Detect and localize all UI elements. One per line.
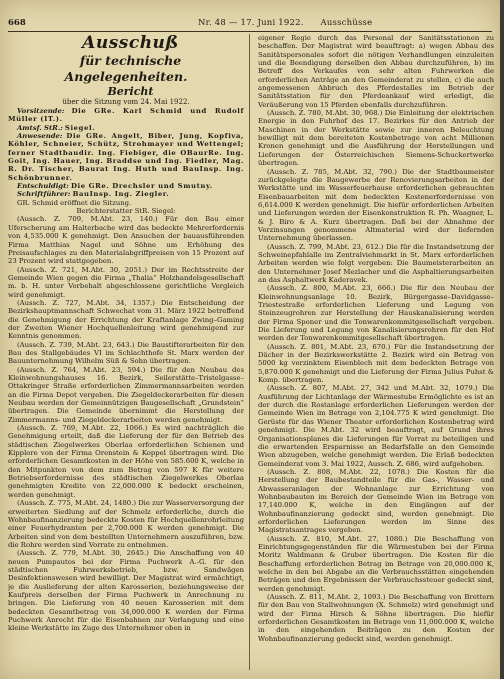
left-column [8, 34, 244, 670]
official-label: Amtsf. StR.: [17, 123, 63, 132]
secretary-entry [8, 190, 244, 198]
official-text: Siegel. [64, 123, 96, 132]
page-number: 668 [8, 18, 26, 28]
report-entry: (Aussch. Z. 739, M.Abt. 23, 643.) Die Baustifterarbeiten für den Bau des Stallgebäudes VI im Schlachthofe St. Marx werden der Bauunternehmung Wilhelm Süß & Sohn übertragen. [8, 340, 244, 366]
committee-title: Ausschuß [82, 34, 179, 53]
report-entry: (Aussch. Z. 780, M.Abt. 30, 968.) Die Einleitung der elektrischen Energie in den Fuhrhof des 17. Bezirkes für den Antrieb der Maschinen in der Werkstätte sowie zur inneren Beleuchtung bewilligt mit dem bereiteten Kostenbetrage von acht Millionen Kronen genehmigt und die Ausführung der Herstellungen und Lieferungen der Österreichischen Siemens-Schuckertwerke übertragen. [258, 109, 494, 168]
report-entry: (Aussch. Z. 799, M.Abt. 23, 612.) Die für die Instandsetzung der Schweinepfahlalle im Zentralviehmarkt in St. Marx erforderlichen Arbeiten werden wie folgt vergeben: Die Baumeisterarbeiten an den Unternehmer Josef Mezlacher und die Asphaltierungsarbeiten an das Asphaltwerk Kaderavek. [258, 242, 494, 284]
report-entry: (Aussch. Z. 721, M.Abt. 30, 2051.) Der im Rechtsstreite der Gemeinde Wien gegen die Firma „Thalia“ Holzhandelsgesellschaft m. b. H. unter Vorbehalt abgeschlossene gerichtliche Vergleich wird genehmigt. [8, 265, 244, 299]
chairs-entry [8, 107, 244, 124]
reporter-line: Berichterstatter StR. Siegel: [76, 207, 176, 216]
report-entry: (Aussch. Z. 808, M.Abt. 22, 1078.) Die Kosten für die Herstellung der Baubestandteile für die Gas-, Wasser- und Abwasseranlagen der Wohnanlage zur Errichtung von Wohnbaubauten im Bereich der Gemeinde Wien im Betrage von 17,140.000 K, welche in den Eingängen auf der Wohnbaufinanzierung gedeckt sind, werden genehmigt. Die erforderlichen Lieferungen werden im Sinne des Magistratsantrages vergeben. [258, 467, 494, 535]
present-entry [8, 132, 244, 182]
sitting-date: über die Sitzung vom 24. Mai 1922. [62, 98, 190, 106]
report-entry: (Aussch. Z. 764, M.Abt. 23, 594.) Die für den Neubau des Kleinwohnungshauses 16. Bezirk, Seilerstätte–Tristelgasse–Ottakringer Straße erforderlichen Zimmermannsarbeiten werden an die Firma Depot vergeben. Die Ziegeldeckerarbeiten für diesen Neubau werden der Gemeinnützigen Baugesellschaft „Grundstein“ übertragen. Die Gemeinde übernimmt die Herstellung der Zimmermanns- und Ziegeldeckerarbeiten werden genehmigt. [8, 365, 244, 424]
report-entry: (Aussch. Z. 709, M.Abt. 23, 140.) Für den Bau einer Uferscherung am Halterbache wird das bedeckte Mehrerfordernis von 4,535.000 K genehmigt. Den Ansuchen der bauausführenden Firma Matthias Nagel und Söhne um Erhöhung des Preisaufschlages zu den Materialabgriffpreisen von 15 Prozent auf 23 Prozent wird stattgegeben. [8, 215, 244, 266]
right-column [258, 34, 494, 670]
chairs-text: Die GRe. Karl Schmid und Rudolf Müller (IT.). [8, 107, 244, 124]
report-entry: (Aussch. Z. 785, M.Abt. 32, 790.) Die der Stadtbaumeister zurückgelegte die Baugewerbe der Renovierungsarbeiten in der Werkstätte und im Wasserfeuerhause erforderlichen gebrauchten Eisenbauarbeiten mit dem bedeckten Kostenerfordernisse von 6,614.000 K werden genehmigt. Die hiefür erforderlichen Arbeiten und Lieferungen werden der Eisenkonstruktion R. Ph. Waagner, L. & J. Biro & A. Kurz übertragen. Daß bei der Abnahme der Verzinsungen genommene Altmaterial wird der liefernden Unternehmung überlassen. [258, 167, 494, 243]
report-entry: (Aussch. Z. 801, M.Abt. 23, 670.) Für die Instandsetzung der Dächer in der Bezirkswerkstätte 2. Bezirk wird ein Betrag von 5000 kg verzinktem Eisenblech mit dem bedeckten Betrage von 5,870.000 K genehmigt und die Lieferung der Firma Julius Puhst & Komp. übertragen. [258, 342, 494, 385]
report-entry: (Aussch. Z. 779, M.Abt. 30, 2645.) Die Anschaffung von 40 neuen Pumpautos bei der Firma Puchwerk A.-G. für den städtischen Fuhrwerksbetrieb, bzw. Sandwägen Desinfektionswesen wird bewilligt. Der Magistrat wird ermächtigt, je die Auslieferung der alten Karosserien, beziehungsweise der Kaufpreis derselben der Firma Puchwerk in Anrechnung zu bringen. Die Lieferung von 40 neuen Karosserien mit dem bedeckten Gesamtbetrag von 34,000.000 K werden der Firma Puchwerk Anrecht für die Eisenbahnen zur Verlangung und eine kleine Werkstätte im Zuge des Unternehmer oben in [8, 549, 244, 633]
issue-info [198, 17, 372, 29]
excused-label: Entschuldigt: [17, 182, 69, 191]
committee-subtitle: für technische Angelegenheiten. [64, 53, 188, 84]
present-text: Die GRe. Angelt, Biber, Jung, Kopfiva, Köhler, Schneier, Schütz, Strohmayer und Wettengel; ferner Stadtbaudir. Ing. Fiebiger, die OBaurRe. Ing. Goit, Ing. Hauer, Ing. Braddse und Ing. Fiedler, Mag. R. Dr. Tischer, Baurat Ing. Huth und BauInsp. Ing. Schönbrunner. [8, 132, 244, 182]
issue-date: Nr. 48 — 17. Juni 1922. [198, 18, 304, 28]
secretary-text: BauInsp. Ing. Ziegler. [72, 190, 170, 199]
header-rule [8, 31, 492, 32]
report-entry: eigener Regie durch das Personal der Sanitätsstationen zu beschaffen. Der Magistrat wird beauftragt: a) wegen Abbau des Sanitätspersonales sofort die nötigen Verhandlungen einzuleiten und die Beendigung derselben den Abbau durchzuführen, b) im Betreff des Verkaufes von sehr alten Fuhrwerken die erforderlichen Anträge an den Gemeinderat zu stellen, c) die auch angemessenen Abbruch des Pferdestalles im Betrieb der Sanitätsstation für den Pferdeankauf wird erledigt, die Veräußerung von 15 Pferden ebenfalls durchzuführen. [258, 34, 494, 109]
report-entry: (Aussch. Z. 811, M.Abt. 2, 1093.) Die Beschaffung von Brettern für den Bau von Stallwohnungen (X. Schmelz) wird genehmigt und wird der Firma Hirsch & Söhne übertragen. Die hiefür erforderlichen Gesamtkosten im Betrage von 11,000.000 K, welche in den eingehenden Beiträgen zu den Kosten der Wohnbaufinanzierung gedeckt sind, werden genehmigt. [258, 593, 494, 643]
report-entry: (Aussch. Z. 810, M.Abt. 27, 1080.) Die Beschaffung von Einrichtungsgegenständen für die Wärmestuben bei der Firma Moritz Waldmann & Gruber übertragen. Die Kosten für die Beschaffung erforderlichen Betrag im Betrage von 20,000.000 K, welche in den bei Abgabe an die Verbrauchsstätten eingehenden Beträgen und den Ergebnissen der Verbrauchssteuer gedeckt sind, werden genehmigt. [258, 534, 494, 593]
report-entry: (Aussch. Z. 800, M.Abt. 23, 666.) Die für den Neubau der Kleinwohnungsanlage 10. Bezirk, Bürgergasse–Davidgasse–Triestestraße erforderlichen Lieferung und Legung von Steinzeugrohren zur Herstellung der Hauskanalisierung werden der Firma Sponer und die Tonwarenkommitgesellschaft vergeben. Die Lieferung und Legung von Kanalisierungsrohren für den Hof werden der Tonwarenkommitgesellschaft übertragen. [258, 284, 494, 343]
report-entry: (Aussch. Z. 769, M.Abt. 22, 1066.) Es wird nachträglich die Genehmigung erteilt, daß die Lieferung der für den Betrieb des städtischen Ziegelwerkes Oberlaa erforderlichen Schienen und Kipplore von der Firma Orenstein & Koppel übertragen wird. Die erforderlichen Gesamtkosten in der Höhe von 585.600 K, welche in den Mitpunkten von dem zum Betrag von 597 K für weitere Betriebserfordernisse des städtischen Ziegelwerkes Oberlaa genehmigten Kredite von 22,000.000 K bedeckt erscheinen, werden genehmigt. [8, 424, 244, 499]
present-label: Anwesende: [17, 132, 63, 141]
excused-text: Die GRe. Drechsler und Smutny. [70, 182, 213, 191]
opening-line: GR. Schmid eröffnet die Sitzung. [17, 198, 132, 207]
excused-entry [8, 182, 244, 190]
report-heading: Bericht [107, 85, 154, 98]
secretary-label: Schriftführer: [17, 190, 71, 199]
report-entry: (Aussch. Z. 807, M.Abt. 27, 342 und M.Abt. 32, 1079.) Die Ausführung der Lichtanlage der Wärmestube Ermöglichte es ist an der durch die Rostanlage erforderlichen Lieferungen werden der Gemeinde Wien im Betrage von 2,104.775 K wird genehmigt. Die Gerüste für das Wiener Theater erforderlichen Kostenbetrag wird genehmigt. Die M.Abt. 32 wird beauftragt, auf Grund ihres Organisationsplanes die Lieferungen für Vorrat zu beteiligen und die erwartenden Ersparnisse an Bedarfsfalle an den Gemeinde Wien abzugeben, welche genehmigt werden. Die Erlaß bedeckten Gemeinderat vom 3. Mai 1922, Aussch. Z. 686, wird aufgehoben. [258, 384, 494, 468]
chairs-label: Vorsitzende: [17, 107, 65, 115]
report-entry: (Aussch. Z. 727, M.Abt. 34, 1357.) Die Entscheidung der Bezirkshauptmannschaft Schwechat vom 31. März 1922 betreffend die Genehmigung der Errichtung der Kraftanlage Zwing–Gaming der Zweiten Wiener Hochquellenleitung wird genehmigend zur Kenntnis genommen. [8, 298, 244, 341]
page-header [8, 17, 494, 29]
official-entry [8, 124, 244, 132]
column-divider [249, 34, 250, 670]
report-entry: (Aussch. Z. 775, M.Abt. 24, 1480.) Die zur Wasserversorgung der erweiterten Siedlung auf der Schmelz erforderliche, durch die Wohnbaufinanzierung bedeckte Kosten für Hochquellenrohrleitung einer Feuerhydranten per 2,700.000 K werden genehmigt. Die Arbeiten sind von dem bestellten Unternehmern auszuführen, bzw. die Rohre werden sind Vorrate zu entnehmen. [8, 499, 244, 549]
section-name: Ausschüsse [320, 18, 373, 28]
